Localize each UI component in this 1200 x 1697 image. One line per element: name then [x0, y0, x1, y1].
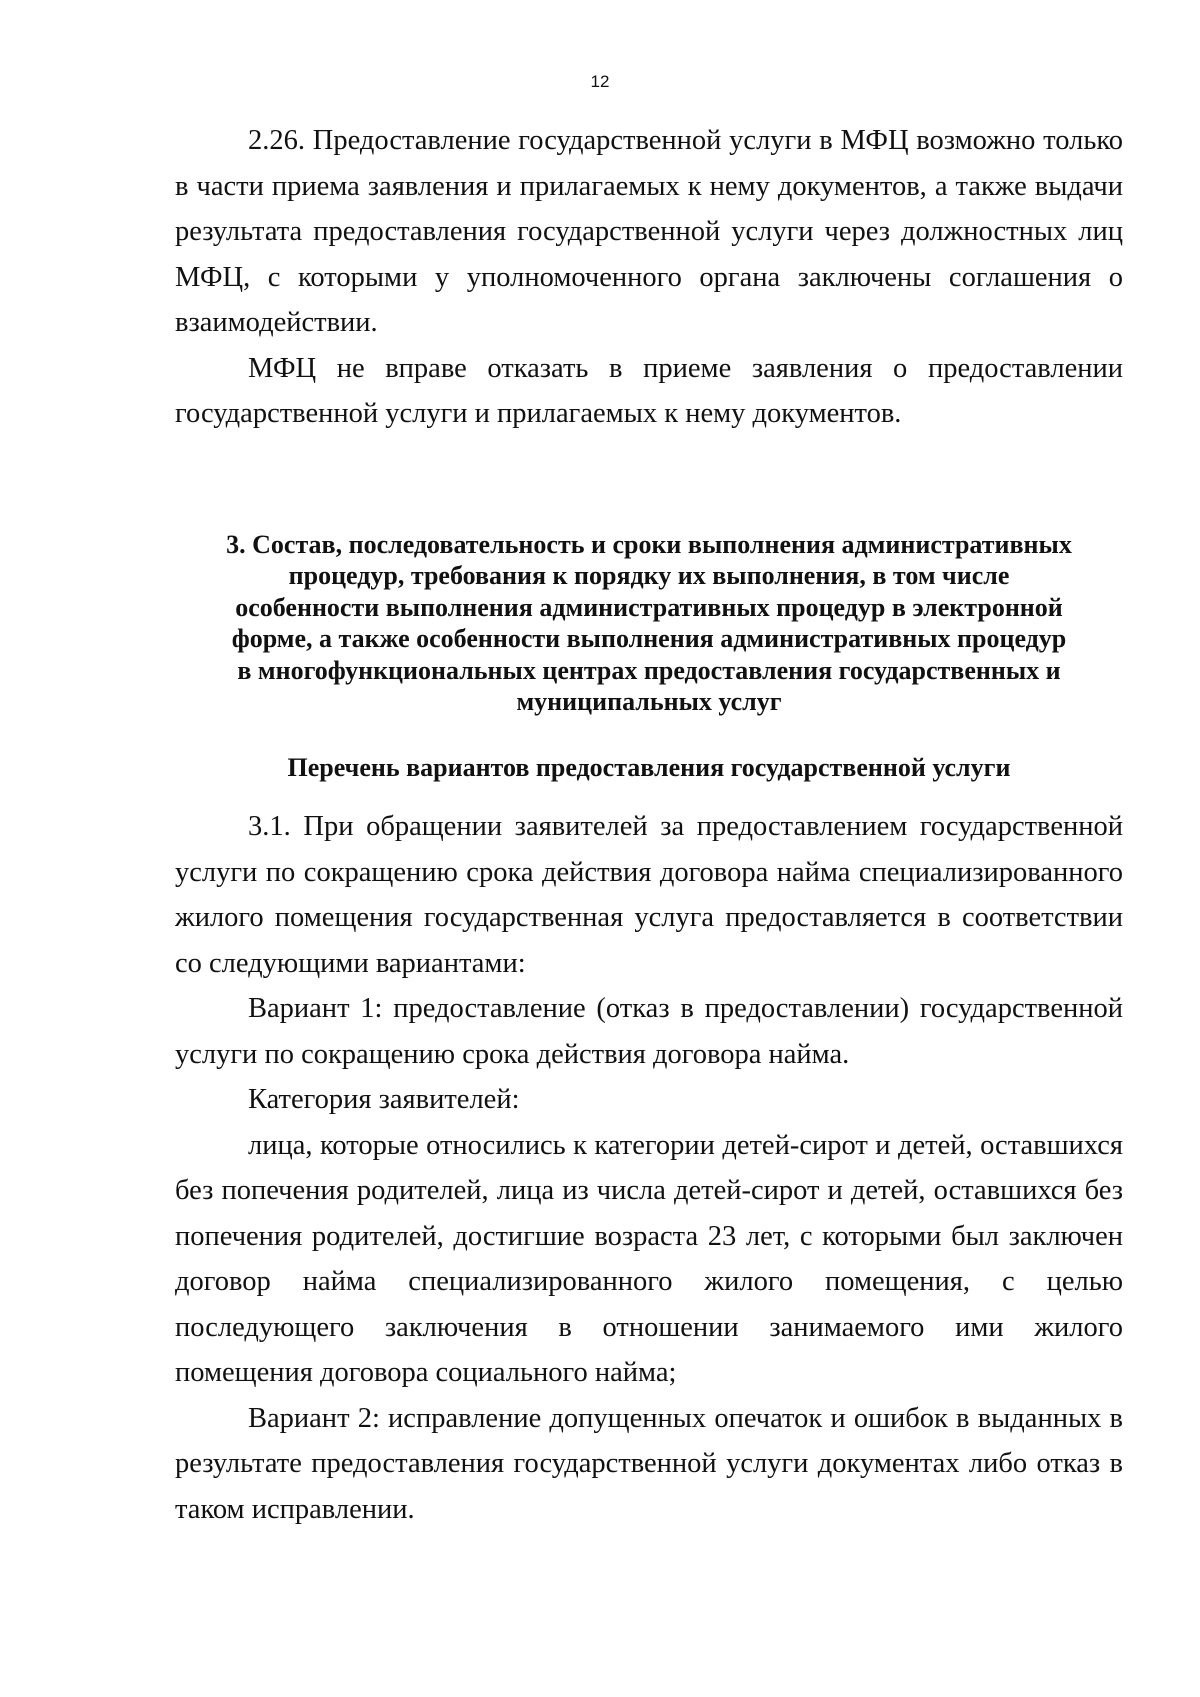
section-heading-line: в многофункциональных центрах предоставления государственных и [237, 655, 1061, 685]
paragraph-variant-1: Вариант 1: предоставление (отказ в предоставлении) государственной услуги по сокращению срока действия договора найма. [175, 993, 1123, 1070]
section-heading-line: особенности выполнения административных процедур в электронной [235, 592, 1063, 622]
paragraph-variant-2: Вариант 2: исправление допущенных опечаток и ошибок в выданных в результате предоставления государственной услуги документах либо отказ в таком исправлении. [175, 1402, 1123, 1525]
paragraph-applicant-description: лица, которые относились к категории детей-сирот и детей, оставшихся без попечения родителей, лица из числа детей-сирот и детей, оставшихся без попечения родителей, достигшие возраста 23 лет, с которыми был заключен договор найма специализированного жилого помещения, с целью последующего заключения в отношении занимаемого ими жилого помещения договора социального найма; [175, 1129, 1123, 1388]
paragraph-mfc-refusal: МФЦ не вправе отказать в приеме заявления о предоставлении государственной услуги и прилагаемых к нему документов. [175, 352, 1123, 429]
page-number: 12 [590, 72, 610, 91]
section-heading-line: форме, а также особенности выполнения административных процедур [231, 624, 1067, 653]
paragraph-2-26: 2.26. Предоставление государственной услуги в МФЦ возможно только в части приема заявления и прилагаемых к нему документов, а также выдачи результата предоставления государственной услуги через должностных лиц МФЦ, с которыми у уполномоченного органа заключены соглашения о взаимодействии. [175, 125, 1123, 338]
section-heading-line: муниципальных услуг [516, 687, 782, 716]
section-heading-line: 3. Состав, последовательность и сроки выполнения административных [226, 529, 1072, 559]
section-3-heading [175, 529, 1123, 718]
paragraph-applicant-category: Категория заявителей: [248, 1084, 520, 1115]
section-heading-line: процедур, требования к порядку их выполнения, в том числе [288, 561, 1010, 590]
document-body [175, 118, 1123, 1532]
variants-subheading: Перечень вариантов предоставления государственной услуги [287, 752, 1011, 782]
paragraph-3-1: 3.1. При обращении заявителей за предоставлением государственной услуги по сокращению срока действия договора найма специализированного жилого помещения государственная услуга предоставляется в соответствии со следующими вариантами: [175, 811, 1123, 979]
